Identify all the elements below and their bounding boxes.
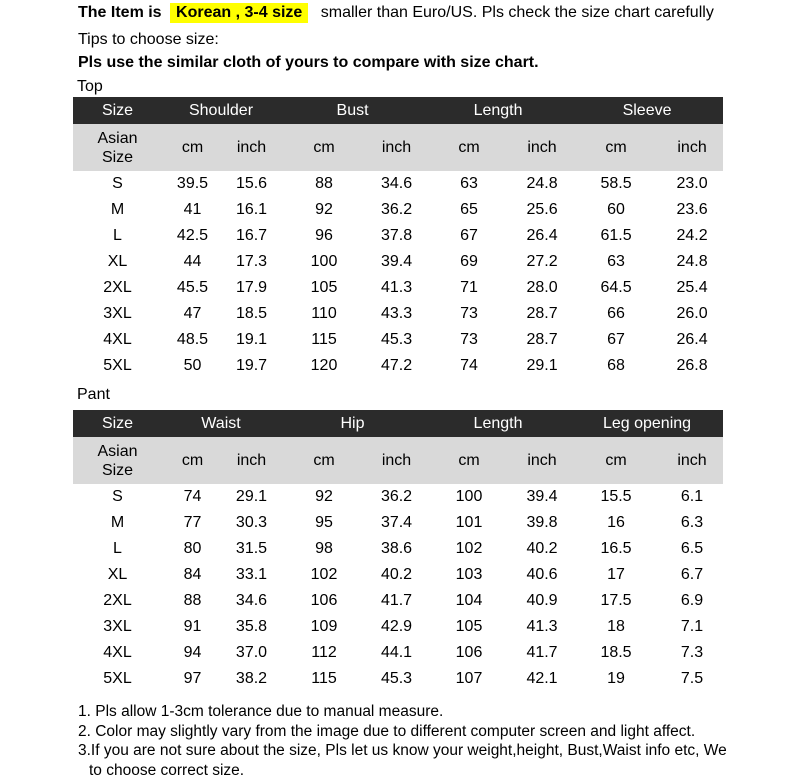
value-cell: 6.9 (680, 592, 704, 609)
value-cell: 39.4 (526, 488, 558, 505)
value-cell: 16.1 (235, 201, 268, 218)
value-cell: 107 (455, 670, 483, 687)
value-cell: 63 (460, 175, 478, 192)
value-cell: 17.5 (600, 592, 632, 609)
value-cell: 105 (310, 279, 338, 296)
value-cell: 29.1 (526, 357, 558, 374)
value-cell: 88 (183, 592, 202, 609)
size-cell: 3XL (103, 305, 132, 322)
value-cell: 40.2 (526, 540, 558, 557)
unit-cm: cm (280, 124, 368, 171)
group-header: Length (425, 97, 571, 124)
value-cell: 6.7 (680, 566, 704, 583)
table-subheader-row (73, 437, 723, 484)
value-cell: 43.3 (380, 305, 413, 322)
table-header-row (73, 97, 723, 124)
unit-cm: cm (571, 437, 661, 484)
value-cell: 50 (183, 357, 202, 374)
value-cell: 6.1 (680, 488, 704, 505)
value-cell: 28.7 (526, 331, 558, 348)
table-row (73, 510, 723, 536)
unit-cm: cm (162, 124, 223, 171)
table-row (73, 562, 723, 588)
value-cell: 67 (460, 227, 478, 244)
unit-inch: inch (368, 437, 425, 484)
value-cell: 67 (607, 331, 625, 348)
value-cell: 25.6 (526, 201, 558, 218)
size-cell: 2XL (103, 592, 132, 609)
value-cell: 26.4 (676, 331, 708, 348)
value-cell: 24.8 (526, 175, 558, 192)
note-1: 1. Pls allow 1-3cm tolerance due to manual measure. (78, 703, 444, 720)
table-row (73, 223, 723, 249)
headline-prefix: The Item is (78, 4, 162, 21)
value-cell: 45.3 (380, 331, 413, 348)
value-cell: 19 (607, 670, 625, 687)
value-cell: 106 (455, 644, 483, 661)
group-header: Leg opening (571, 410, 723, 437)
size-cell: 3XL (103, 618, 132, 635)
group-header: Bust (280, 97, 425, 124)
table-row (73, 327, 723, 353)
value-cell: 41.7 (380, 592, 413, 609)
value-cell: 96 (315, 227, 333, 244)
value-cell: 26.0 (676, 305, 708, 322)
value-cell: 45.3 (380, 670, 413, 687)
value-cell: 39.5 (176, 175, 209, 192)
value-cell: 66 (607, 305, 625, 322)
unit-cm: cm (162, 437, 223, 484)
value-cell: 44.1 (380, 644, 413, 661)
table-header-row (73, 410, 723, 437)
value-cell: 40.2 (380, 566, 413, 583)
value-cell: 103 (455, 566, 483, 583)
table-subheader-row (73, 124, 723, 171)
table-row (73, 275, 723, 301)
value-cell: 36.2 (380, 488, 413, 505)
group-header: Sleeve (571, 97, 723, 124)
top-size-table (73, 97, 723, 379)
value-cell: 77 (183, 514, 202, 531)
value-cell: 30.3 (235, 514, 268, 531)
value-cell: 37.0 (235, 644, 268, 661)
value-cell: 48.5 (176, 331, 209, 348)
value-cell: 102 (455, 540, 483, 557)
value-cell: 41.3 (380, 279, 413, 296)
value-cell: 44 (183, 253, 202, 270)
tips-text: Tips to choose size: (78, 31, 219, 48)
value-cell: 105 (455, 618, 483, 635)
size-cell: 4XL (103, 644, 132, 661)
value-cell: 16.5 (600, 540, 632, 557)
value-cell: 106 (310, 592, 338, 609)
table-row (73, 666, 723, 692)
value-cell: 19.1 (235, 331, 268, 348)
value-cell: 38.2 (235, 670, 268, 687)
unit-inch: inch (661, 437, 723, 484)
value-cell: 84 (183, 566, 202, 583)
value-cell: 45.5 (176, 279, 209, 296)
table-row (73, 640, 723, 666)
table-row (73, 588, 723, 614)
pant-section-label: Pant (77, 386, 110, 403)
value-cell: 15.6 (235, 175, 268, 192)
value-cell: 41 (183, 201, 202, 218)
unit-cm: cm (425, 437, 513, 484)
value-cell: 61.5 (600, 227, 632, 244)
asian-size-header: Asian Size (73, 124, 162, 171)
unit-cm: cm (425, 124, 513, 171)
unit-cm: cm (280, 437, 368, 484)
value-cell: 92 (315, 201, 333, 218)
value-cell: 40.9 (526, 592, 558, 609)
value-cell: 16 (607, 514, 625, 531)
size-header: Size (73, 97, 162, 124)
headline (78, 4, 714, 22)
table-row (73, 484, 723, 510)
group-header: Hip (280, 410, 425, 437)
table-row (73, 353, 723, 379)
value-cell: 33.1 (235, 566, 268, 583)
value-cell: 15.5 (600, 488, 632, 505)
value-cell: 26.4 (526, 227, 558, 244)
unit-inch: inch (223, 437, 280, 484)
value-cell: 101 (455, 514, 483, 531)
value-cell: 34.6 (235, 592, 268, 609)
value-cell: 63 (607, 253, 625, 270)
headline-highlight: Korean , 3-4 size (170, 3, 308, 23)
value-cell: 25.4 (676, 279, 708, 296)
value-cell: 97 (183, 670, 202, 687)
size-cell: S (112, 488, 123, 505)
value-cell: 7.5 (680, 670, 704, 687)
value-cell: 28.0 (526, 279, 558, 296)
group-header: Shoulder (162, 97, 280, 124)
value-cell: 102 (310, 566, 338, 583)
value-cell: 115 (311, 670, 337, 687)
value-cell: 18.5 (235, 305, 268, 322)
note-2: 2. Color may slightly vary from the image due to different computer screen and light affect. (78, 722, 696, 740)
value-cell: 73 (460, 331, 478, 348)
value-cell: 98 (315, 540, 333, 557)
table-row (73, 301, 723, 327)
value-cell: 40.6 (526, 566, 558, 583)
value-cell: 42.1 (526, 670, 558, 687)
value-cell: 41.7 (526, 644, 558, 661)
value-cell: 64.5 (600, 279, 632, 296)
asian-size-header: Asian Size (73, 437, 162, 484)
value-cell: 115 (311, 331, 337, 348)
headline-suffix: smaller than Euro/US. Pls check the size chart carefully (320, 4, 714, 21)
value-cell: 60 (607, 201, 625, 218)
unit-cm: cm (571, 124, 661, 171)
value-cell: 39.8 (526, 514, 558, 531)
value-cell: 120 (310, 357, 338, 374)
table-row (73, 171, 723, 197)
value-cell: 88 (315, 175, 333, 192)
size-cell: XL (107, 566, 128, 583)
value-cell: 23.6 (676, 201, 708, 218)
value-cell: 34.6 (380, 175, 413, 192)
group-header: Length (425, 410, 571, 437)
value-cell: 68 (607, 357, 625, 374)
value-cell: 42.5 (176, 227, 209, 244)
value-cell: 41.3 (526, 618, 558, 635)
value-cell: 28.7 (526, 305, 558, 322)
value-cell: 27.2 (526, 253, 558, 270)
value-cell: 24.2 (676, 227, 708, 244)
value-cell: 35.8 (235, 618, 268, 635)
value-cell: 18.5 (600, 644, 632, 661)
size-cell: L (113, 540, 122, 557)
value-cell: 91 (183, 618, 202, 635)
size-cell: 2XL (103, 279, 132, 296)
top-section-label: Top (77, 78, 103, 95)
size-cell: M (110, 201, 125, 218)
unit-inch: inch (513, 124, 571, 171)
value-cell: 112 (311, 644, 337, 661)
value-cell: 94 (183, 644, 202, 661)
value-cell: 38.6 (380, 540, 413, 557)
value-cell: 42.9 (380, 618, 413, 635)
group-header: Waist (162, 410, 280, 437)
advice-text: Pls use the similar cloth of yours to compare with size chart. (78, 54, 539, 71)
value-cell: 26.8 (676, 357, 708, 374)
value-cell: 80 (183, 540, 202, 557)
value-cell: 24.8 (676, 253, 708, 270)
value-cell: 6.5 (680, 540, 704, 557)
value-cell: 92 (315, 488, 333, 505)
value-cell: 23.0 (676, 175, 708, 192)
size-cell: 4XL (103, 331, 132, 348)
value-cell: 95 (315, 514, 333, 531)
value-cell: 17 (607, 566, 625, 583)
value-cell: 7.1 (680, 618, 704, 635)
value-cell: 73 (460, 305, 478, 322)
value-cell: 100 (455, 488, 483, 505)
size-header: Size (73, 410, 162, 437)
table-row (73, 197, 723, 223)
value-cell: 17.3 (235, 253, 268, 270)
value-cell: 36.2 (380, 201, 413, 218)
value-cell: 7.3 (680, 644, 704, 661)
notes (78, 702, 727, 780)
table-row (73, 614, 723, 640)
value-cell: 17.9 (235, 279, 268, 296)
value-cell: 47 (183, 305, 202, 322)
unit-inch: inch (223, 124, 280, 171)
value-cell: 47.2 (380, 357, 413, 374)
note-3: 3.If you are not sure about the size, Pls let us know your weight,height, Bust,Waist info etc, We (78, 742, 727, 759)
size-cell: M (110, 514, 125, 531)
value-cell: 18 (607, 618, 625, 635)
value-cell: 6.3 (680, 514, 704, 531)
value-cell: 100 (310, 253, 338, 270)
size-cell: XL (107, 253, 128, 270)
value-cell: 110 (311, 305, 337, 322)
value-cell: 65 (460, 201, 478, 218)
size-cell: L (113, 227, 122, 244)
value-cell: 16.7 (235, 227, 268, 244)
value-cell: 37.4 (380, 514, 413, 531)
unit-inch: inch (368, 124, 425, 171)
value-cell: 31.5 (235, 540, 268, 557)
value-cell: 109 (310, 618, 338, 635)
value-cell: 19.7 (235, 357, 268, 374)
value-cell: 69 (460, 253, 478, 270)
value-cell: 74 (460, 357, 478, 374)
value-cell: 71 (460, 279, 478, 296)
value-cell: 29.1 (235, 488, 268, 505)
value-cell: 74 (183, 488, 202, 505)
table-row (73, 536, 723, 562)
pant-size-table (73, 410, 723, 692)
unit-inch: inch (513, 437, 571, 484)
value-cell: 58.5 (600, 175, 632, 192)
note-3-continued: to choose correct size. (89, 761, 245, 779)
value-cell: 39.4 (380, 253, 413, 270)
size-cell: 5XL (103, 357, 132, 374)
table-row (73, 249, 723, 275)
value-cell: 37.8 (380, 227, 413, 244)
unit-inch: inch (661, 124, 723, 171)
size-cell: 5XL (103, 670, 132, 687)
value-cell: 104 (455, 592, 483, 609)
size-cell: S (112, 175, 123, 192)
